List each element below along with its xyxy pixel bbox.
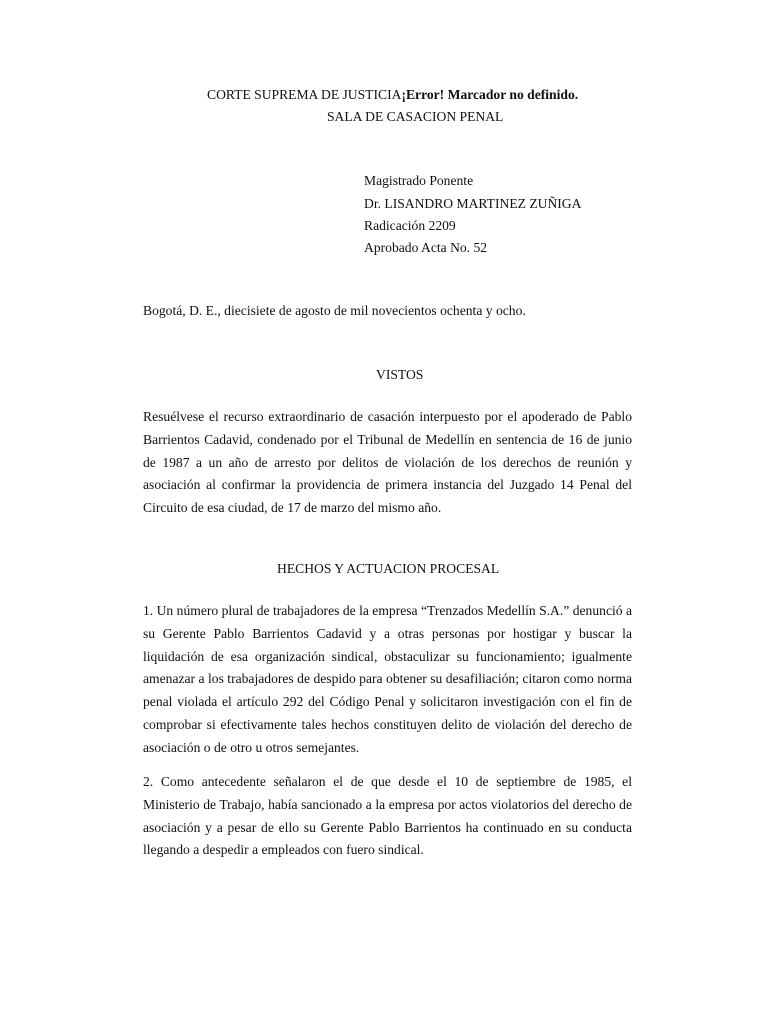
vistos-text: Resuélvese el recurso extraordinario de casación interpuesto por el apoderado de Pablo Barrientos Cadavid, condenado por el Tribunal de Medellín en sentencia de 16 de junio de 1987 a un año de arresto por delitos de violación de los derechos de reunión y asociación al confirmar la providencia de primera instancia del Juzgado 14 Penal del Circuito de esa ciudad, de 17 de marzo del mismo año. <box>143 409 632 516</box>
approval-record: Aprobado Acta No. 52 <box>364 240 488 255</box>
hechos-paragraph-1 <box>143 600 632 760</box>
vistos-paragraph <box>143 406 632 520</box>
hechos-paragraph-2 <box>143 771 632 862</box>
magistrate-name: Dr. LISANDRO MARTINEZ ZUÑIGA <box>364 196 582 211</box>
error-marker: ¡Error! Marcador no definido. <box>401 87 579 102</box>
hechos-text-2: 2. Como antecedente señalaron el de que desde el 10 de septiembre de 1985, el Ministerio de Trabajo, había sancionado a la empresa por actos violatorios del derecho de asociación y a pesar de ello su Gerente Pablo Barrientos ha continuado en su conducta llegando a despedir a empleados con fuero sindical. <box>143 774 632 858</box>
date-line: Bogotá, D. E., diecisiete de agosto de mil novecientos ochenta y ocho. <box>143 303 526 318</box>
vistos-heading: VISTOS <box>376 367 424 382</box>
magistrate-role: Magistrado Ponente <box>364 173 474 188</box>
court-name: CORTE SUPREMA DE JUSTICIA <box>207 87 402 102</box>
court-title-line <box>207 86 578 103</box>
chamber-name: SALA DE CASACION PENAL <box>327 109 504 124</box>
hechos-heading: HECHOS Y ACTUACION PROCESAL <box>277 561 500 576</box>
filing-number: Radicación 2209 <box>364 218 456 233</box>
hechos-text-1: 1. Un número plural de trabajadores de la empresa “Trenzados Medellín S.A.” denunció a su Gerente Pablo Barrientos Cadavid y a otras personas por hostigar y buscar la liquidación de esa organización sindical, obstaculizar su funcionamiento; igualmente amenazar a los trabajadores de despido para obtener su desafiliación; citaron como norma penal violada el artículo 292 del Código Penal y solicitaron investigación con el fin de comprobar si efectivamente tales hechos constituyen delito de violación del derecho de asociación o de otro u otros semejantes. <box>143 603 632 755</box>
